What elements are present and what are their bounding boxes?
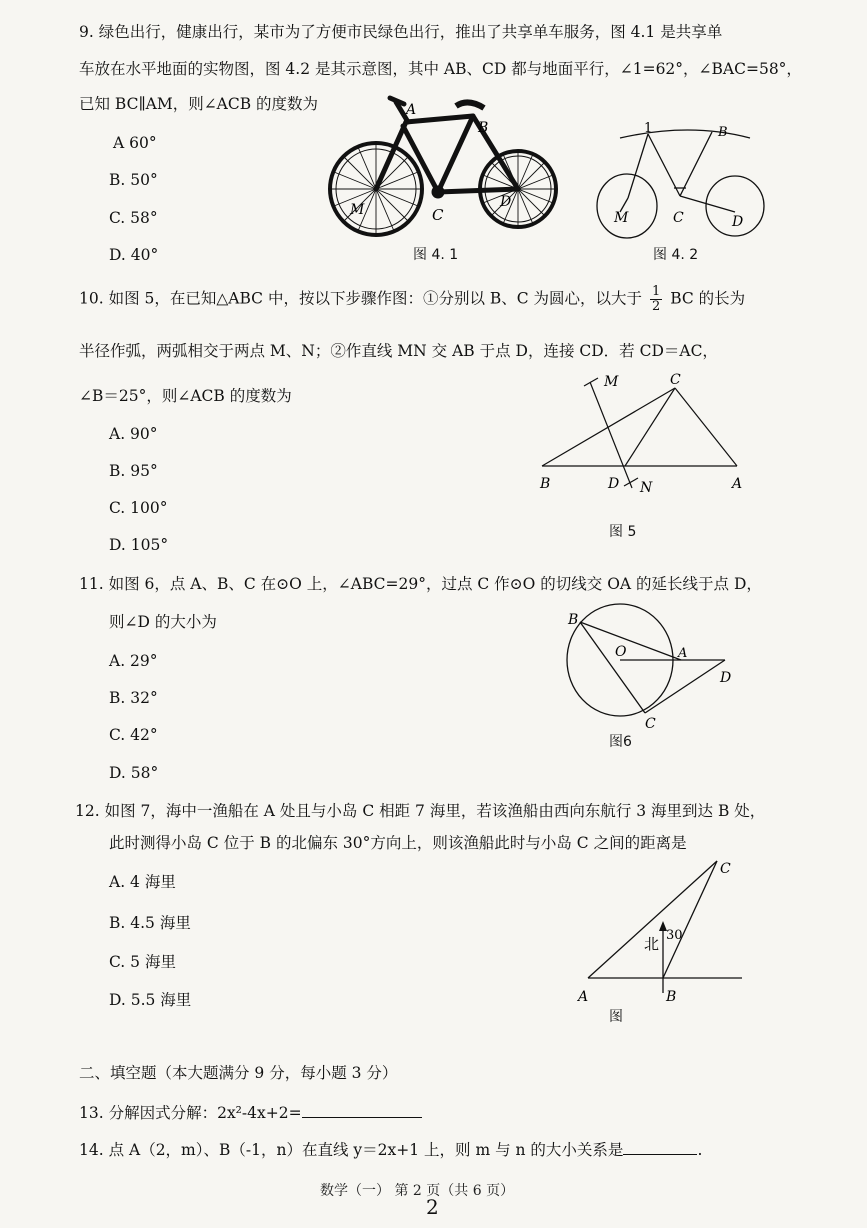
fig5-label-n: N xyxy=(640,480,653,496)
q11-option-b: B. 32° xyxy=(109,689,158,707)
q12-option-d: D. 5.5 海里 xyxy=(109,991,192,1009)
q14-end: . xyxy=(697,1141,703,1159)
fig5-label-c: C xyxy=(670,372,681,388)
q11-line2: 则∠D 的大小为 xyxy=(109,613,217,631)
q10-line3: ∠B＝25°，则∠ACB 的度数为 xyxy=(79,387,292,405)
fig42-label-d: D xyxy=(732,214,744,230)
fig41-label-a: A xyxy=(406,102,417,118)
q12-line2: 此时测得小岛 C 位于 B 的北偏东 30°方向上，则该渔船此时与小岛 C 之间的距离是 xyxy=(109,834,687,852)
fig5-label-b: B xyxy=(540,476,551,492)
q13-answer-blank[interactable] xyxy=(302,1101,422,1118)
q11-option-a: A. 29° xyxy=(109,652,158,670)
q11-option-c: C. 42° xyxy=(109,726,158,744)
page-footer: 数学（一） 第 2 页（共 6 页） xyxy=(320,1183,515,1199)
q14-text: 14. 点 A（2，m）、B（-1，n）在直线 y＝2x+1 上，则 m 与 n 的大小关系是 xyxy=(79,1141,624,1159)
q14-answer-blank[interactable] xyxy=(623,1138,697,1155)
q10-option-c: C. 100° xyxy=(109,499,168,517)
fig41-label-b: B xyxy=(478,120,489,136)
q10-option-b: B. 95° xyxy=(109,462,158,480)
fig5-label-d: D xyxy=(608,476,620,492)
q12-option-a: A. 4 海里 xyxy=(109,873,176,891)
fig42-label-c: C xyxy=(673,210,684,226)
q9-line1: 9. 绿色出行，健康出行，某市为了方便市民绿色出行，推出了共享单车服务，图 4.1 是共享单 xyxy=(79,23,723,41)
q14 xyxy=(79,1138,702,1160)
fig6-label-c: C xyxy=(645,716,656,732)
fig7-label-angle: 30 xyxy=(666,928,683,943)
fig5-label-a: A xyxy=(732,476,743,492)
q13 xyxy=(79,1101,422,1123)
fig42-label-1: 1 xyxy=(644,121,653,136)
frac-numerator: 1 xyxy=(652,284,661,299)
q10-line1-end: BC 的长为 xyxy=(670,289,746,308)
q9-option-d: D. 40° xyxy=(109,246,159,264)
q9-option-c: C. 58° xyxy=(109,209,158,227)
q12-option-c: C. 5 海里 xyxy=(109,953,176,971)
fig5-label-m: M xyxy=(604,374,619,390)
q9-option-a: A 60° xyxy=(113,134,157,152)
fig5-caption: 图 5 xyxy=(609,524,637,540)
fig41-label-c: C xyxy=(432,206,444,224)
circle-tangent-figure xyxy=(560,600,750,735)
fig41-label-d: D xyxy=(500,194,512,210)
fig7-label-b: B xyxy=(666,989,677,1005)
fig41-label-m: M xyxy=(350,202,365,218)
fig7-caption: 图 xyxy=(609,1009,623,1025)
fig6-label-a: A xyxy=(678,646,688,661)
fig7-label-a: A xyxy=(578,989,589,1005)
q11-option-d: D. 58° xyxy=(109,764,159,782)
q9-option-b: B. 50° xyxy=(109,171,158,189)
q9-line3: 已知 BC∥AM，则∠ACB 的度数为 xyxy=(79,95,319,113)
fraction-one-half xyxy=(650,285,662,314)
fig41-caption: 图 4. 1 xyxy=(413,247,459,263)
q12-line1: 12. 如图 7，海中一渔船在 A 处且与小岛 C 相距 7 海里，若该渔船由西向东航行 3 海里到达 B 处， xyxy=(75,802,766,820)
q13-text: 13. 分解因式分解：2x²-4x+2= xyxy=(79,1104,302,1122)
navigation-bearing-figure xyxy=(572,855,757,1005)
q10-option-d: D. 105° xyxy=(109,536,169,554)
q9-line2: 车放在水平地面的实物图，图 4.2 是其示意图，其中 AB、CD 都与地面平行，∠1=62°，∠BAC=58°， xyxy=(79,60,802,78)
q10-line1-text: 10. 如图 5，在已知△ABC 中，按以下步骤作图：①分别以 B、C 为圆心，以大于 xyxy=(79,289,643,308)
fig6-label-d: D xyxy=(720,670,732,686)
fig7-label-c: C xyxy=(720,861,731,877)
fig7-label-north: 北 xyxy=(644,935,660,953)
section2-heading: 二、填空题（本大题满分 9 分，每小题 3 分） xyxy=(79,1064,398,1082)
bicycle-schematic-figure xyxy=(590,110,770,242)
q11-line1: 11. 如图 6，点 A、B、C 在⊙O 上，∠ABC=29°，过点 C 作⊙O 的切线交 OA 的延长线于点 D， xyxy=(79,575,762,593)
page-number: 2 xyxy=(426,1195,439,1219)
q10-line2: 半径作弧，两弧相交于两点 M、N；②作直线 MN 交 AB 于点 D，连接 CD．若 CD＝AC， xyxy=(79,342,718,360)
fig6-caption: 图6 xyxy=(609,734,632,750)
q12-option-b: B. 4.5 海里 xyxy=(109,914,191,932)
fig6-label-o: O xyxy=(615,644,627,660)
fig42-label-m: M xyxy=(614,210,629,226)
q10-line1 xyxy=(79,285,745,314)
frac-denominator: 2 xyxy=(652,299,661,314)
bicycle-photo-figure xyxy=(328,92,558,242)
q10-option-a: A. 90° xyxy=(109,425,158,443)
triangle-construction-figure xyxy=(532,368,752,498)
fig42-caption: 图 4. 2 xyxy=(653,247,699,263)
fig6-label-b: B xyxy=(568,612,579,628)
fig42-label-b: B xyxy=(718,125,728,140)
